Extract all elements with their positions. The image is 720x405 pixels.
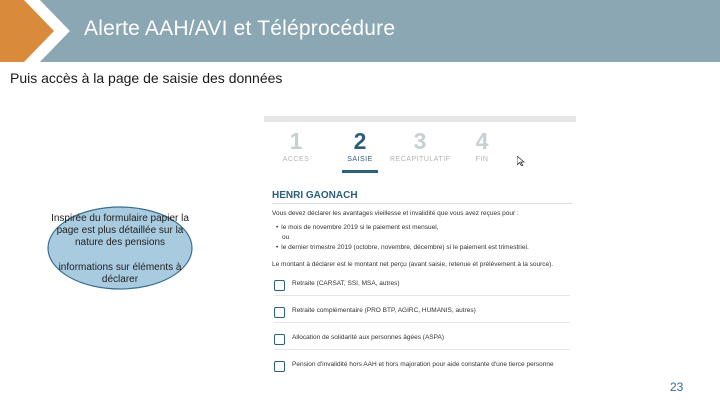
step-label: FIN [475, 156, 489, 163]
step-number: 1 [289, 128, 303, 154]
option-separator [274, 295, 570, 296]
intro-text: Vous devez déclarer les avantages vieillesse et invalidité que vous avez reçues pour : [272, 210, 519, 217]
bullet-quarterly [276, 243, 529, 252]
section-divider [272, 203, 572, 204]
step-label: RECAPITULATIF [390, 156, 451, 163]
step-number: 3 [413, 128, 427, 154]
option-label: Pension d'invalidité hors AAH et hors majoration pour aide constante d'une tierce personne [292, 361, 554, 368]
panel-topbar [264, 116, 576, 122]
bullet-monthly-text: le mois de novembre 2019 si le paiement est mensuel, [281, 224, 439, 231]
option-label: Retraite complémentaire (PRO BTP, AGIRC, HUMANIS, autres) [292, 307, 476, 314]
step-recapitulatif[interactable] [390, 128, 450, 163]
option-separator [274, 349, 570, 350]
callout-text-info: informations sur éléments à déclarer [58, 262, 182, 285]
option-separator [274, 322, 570, 323]
step-label: ACCES [282, 156, 310, 163]
checkbox[interactable] [274, 361, 285, 372]
form-screenshot [264, 116, 576, 378]
or-text: ou [282, 234, 290, 241]
bullet-quarterly-text: le dernier trimestre 2019 (octobre, novembre, décembre) si le paiement est trimestriel. [281, 244, 529, 251]
option-retraite-complementaire[interactable] [274, 305, 570, 323]
step-label: SAISIE [347, 156, 373, 163]
amount-note: Le montant à déclarer est le montant net perçu (avant saisie, retenue et prélèvement à la source). [272, 261, 554, 268]
option-label: Retraite (CARSAT, SSI, MSA, autres) [292, 280, 400, 287]
checkbox[interactable] [274, 307, 285, 318]
page-number: 23 [670, 380, 684, 394]
option-aspa[interactable] [274, 332, 570, 350]
callout-text-form: Inspirée du formulaire papier la page est plus détaillée sur la nature des pensions [51, 213, 189, 248]
checkbox[interactable] [274, 280, 285, 291]
mouse-cursor-icon [517, 156, 525, 166]
checkbox[interactable] [274, 334, 285, 345]
step-saisie[interactable] [330, 128, 390, 163]
option-retraite[interactable] [274, 278, 570, 296]
callout-bubble [46, 205, 194, 291]
person-name: HENRI GAONACH [272, 190, 358, 201]
page-subtitle: Puis accès à la page de saisie des données [10, 70, 283, 86]
header-chevron-icon [0, 0, 70, 62]
active-step-underline [342, 170, 378, 173]
page-title: Alerte AAH/AVI et Téléprocédure [84, 17, 396, 40]
step-acces[interactable] [266, 128, 326, 163]
step-fin[interactable] [452, 128, 512, 163]
bullet-monthly [276, 223, 438, 232]
step-number: 2 [353, 128, 367, 154]
step-number: 4 [475, 128, 489, 154]
option-label: Allocation de solidarité aux personnes âgées (ASPA) [292, 334, 444, 341]
option-pension-invalidite[interactable] [274, 359, 570, 377]
